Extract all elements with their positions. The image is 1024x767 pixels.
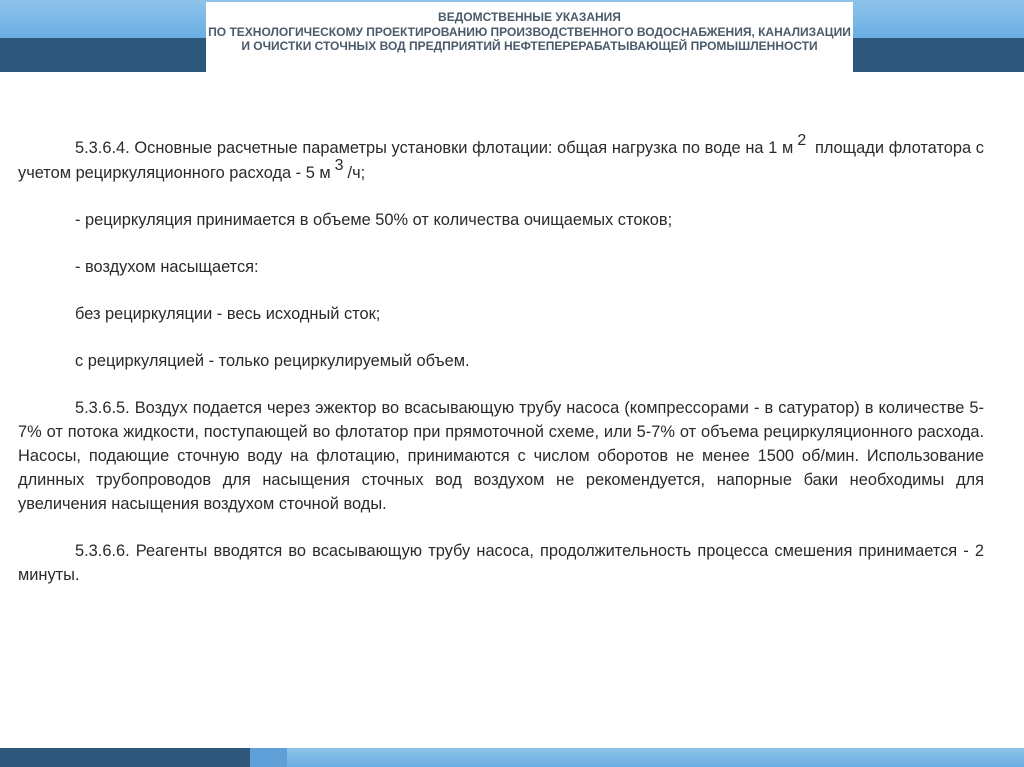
superscript: 3 xyxy=(334,157,344,174)
paragraph-5-3-6-6: 5.3.6.6. Реагенты вводятся во всасывающую трубу насоса, продолжительность процесса смешения принимается - 2 минуты. xyxy=(18,542,984,584)
document-body xyxy=(18,132,984,587)
paragraph-5-3-6-4 xyxy=(18,132,984,186)
bottom-band-accent xyxy=(250,748,287,767)
list-item-air-saturation: - воздухом насыщается: xyxy=(75,258,259,276)
list-item-with-recirculation: с рециркуляцией - только рециркулируемый объем. xyxy=(75,352,470,370)
header-title: ВЕДОМСТВЕННЫЕ УКАЗАНИЯ xyxy=(438,10,621,24)
slide-header xyxy=(206,2,853,72)
paragraph-5-3-6-5: 5.3.6.5. Воздух подается через эжектор во всасывающую трубу насоса (компрессорами - в сатуратор) в количестве 5-7% от потока жидкости, поступающей во флотатор при прямоточной схеме, или 5-7% от объема рециркуляционного расхода. Насосы, подающие сточную воду на флотацию, принимаются с числом оборотов не менее 1500 об/мин. Использование длинных трубопроводов для насыщения сточных вод воздухом не рекомендуется, напорные баки необходимы для увеличения насыщения воздухом сточной воды. xyxy=(18,399,984,513)
paragraph-text: 5.3.6.4. Основные расчетные параметры установки флотации: общая нагрузка по воде на 1 м xyxy=(75,139,794,157)
header-subtitle: ПО ТЕХНОЛОГИЧЕСКОМУ ПРОЕКТИРОВАНИЮ ПРОИЗВОДСТВЕННОГО ВОДОСНАБЖЕНИЯ, КАНАЛИЗАЦИИ И ОЧИСТКИ СТОЧНЫХ ВОД ПРЕДПРИЯТИЙ НЕФТЕПЕРЕРАБАТЫВАЮЩЕЙ ПРОМЫШЛЕННОСТИ xyxy=(208,24,851,53)
list-item-recirculation: - рециркуляция принимается в объеме 50% от количества очищаемых стоков; xyxy=(75,211,673,229)
superscript: 2 xyxy=(797,132,807,149)
paragraph-text: площади флотатора с учетом рециркуляционного расхода - 5 м xyxy=(18,139,984,182)
paragraph-text: /ч; xyxy=(347,164,366,182)
bottom-band-light xyxy=(287,748,1024,767)
list-item-no-recirculation: без рециркуляции - весь исходный сток; xyxy=(75,305,381,323)
